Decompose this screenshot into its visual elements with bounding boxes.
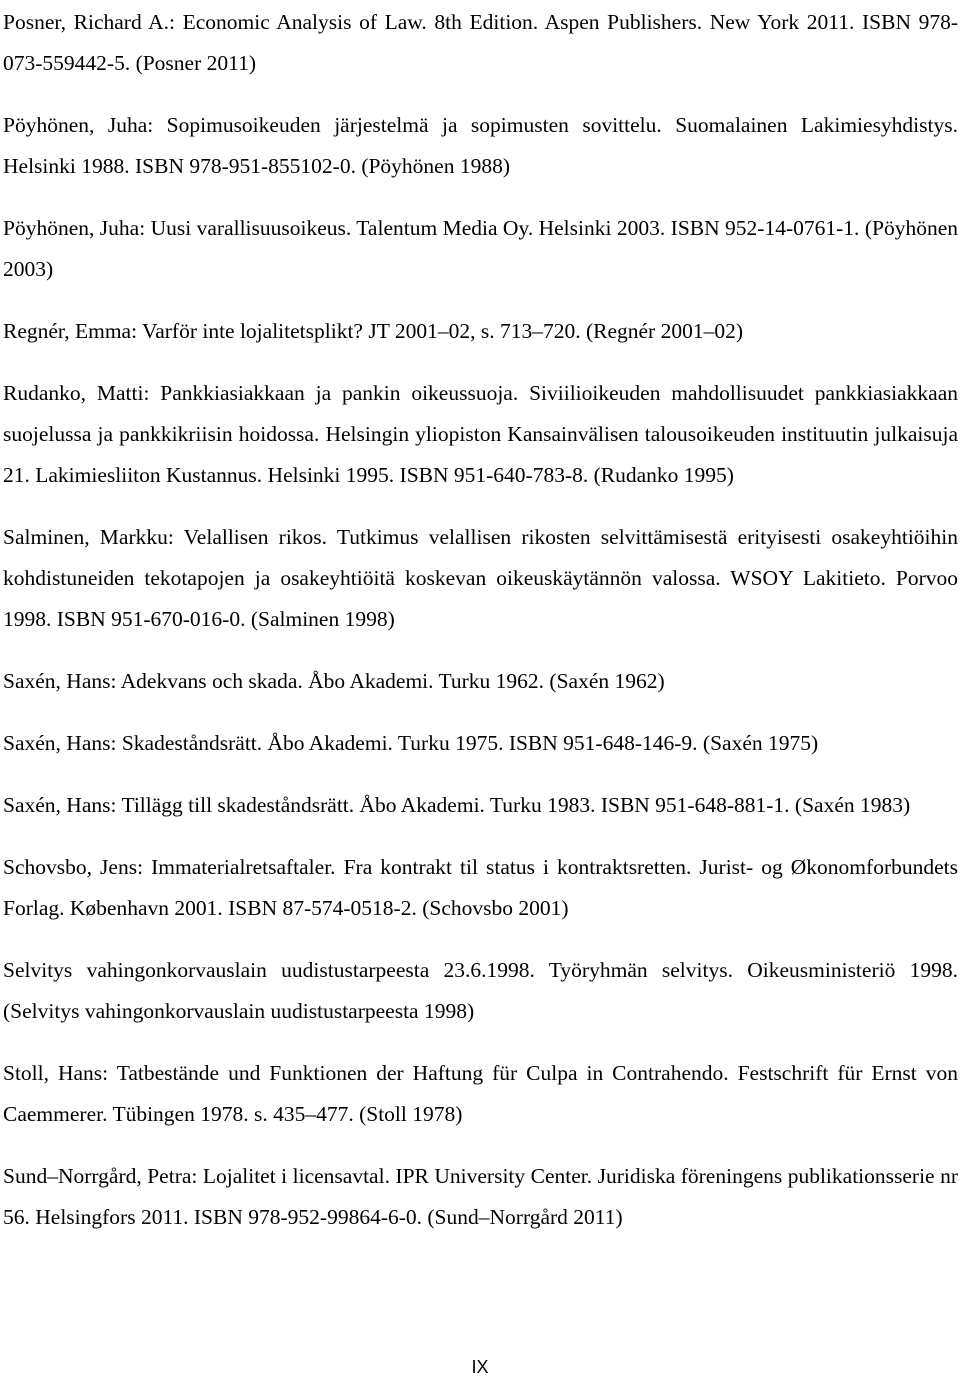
reference-schovsbo-2001: Schovsbo, Jens: Immaterialretsaftaler. Fra kontrakt til status i kontraktsretten. Jurist- og Økonomforbundets Forlag. København 2001. ISBN 87-574-0518-2. (Schovsbo 2001) [3,855,958,920]
reference-selvitys-1998: Selvitys vahingonkorvauslain uudistustarpeesta 23.6.1998. Työryhmän selvitys. Oikeusministeriö 1998. (Selvitys vahingonkorvauslain uudistustarpeesta 1998) [3,958,958,1023]
reference-poyhonen-1988: Pöyhönen, Juha: Sopimusoikeuden järjestelmä ja sopimusten sovittelu. Suomalainen Lakimiesyhdistys. Helsinki 1988. ISBN 978-951-855102-0. (Pöyhönen 1988) [3,113,958,178]
reference-rudanko-1995: Rudanko, Matti: Pankkiasiakkaan ja pankin oikeussuoja. Siviilioikeuden mahdollisuudet pankkiasiakkaan suojelussa ja pankkikriisin hoidossa. Helsingin yliopiston Kansainvälisen talousoikeuden instituutin julkaisuja 21. Lakimiesliiton Kustannus. Helsinki 1995. ISBN 951-640-783-8. (Rudanko 1995) [3,381,958,487]
page-number: IX [471,1357,489,1377]
reference-sund-norrgard-2011: Sund–Norrgård, Petra: Lojalitet i licensavtal. IPR University Center. Juridiska föreningens publikationsserie nr 56. Helsingfors 2011. ISBN 978-952-99864-6-0. (Sund–Norrgård 2011) [3,1164,958,1229]
reference-salminen-1998: Salminen, Markku: Velallisen rikos. Tutkimus velallisen rikosten selvittämisestä erityisesti osakeyhtiöihin kohdistuneiden tekotapojen ja osakeyhtiöitä koskevan oikeuskäytännön valossa. WSOY Lakitieto. Porvoo 1998. ISBN 951-670-016-0. (Salminen 1998) [3,525,958,631]
reference-posner-2011: Posner, Richard A.: Economic Analysis of Law. 8th Edition. Aspen Publishers. New York 2011. ISBN 978-073-559442-5. (Posner 2011) [3,10,958,75]
reference-saxen-1975: Saxén, Hans: Skadeståndsrätt. Åbo Akademi. Turku 1975. ISBN 951-648-146-9. (Saxén 1975) [3,731,819,755]
reference-saxen-1962: Saxén, Hans: Adekvans och skada. Åbo Akademi. Turku 1962. (Saxén 1962) [3,669,665,693]
bibliography-list [3,2,958,1259]
reference-poyhonen-2003: Pöyhönen, Juha: Uusi varallisuusoikeus. Talentum Media Oy. Helsinki 2003. ISBN 952-14-0761-1. (Pöyhönen 2003) [3,216,958,281]
reference-regner-2001: Regnér, Emma: Varför inte lojalitetsplikt? JT 2001–02, s. 713–720. (Regnér 2001–02) [3,319,743,343]
reference-saxen-1983: Saxén, Hans: Tillägg till skadeståndsrätt. Åbo Akademi. Turku 1983. ISBN 951-648-881-1. (Saxén 1983) [3,793,911,817]
reference-stoll-1978: Stoll, Hans: Tatbestände und Funktionen der Haftung für Culpa in Contrahendo. Festschrift für Ernst von Caemmerer. Tübingen 1978. s. 435–477. (Stoll 1978) [3,1061,958,1126]
